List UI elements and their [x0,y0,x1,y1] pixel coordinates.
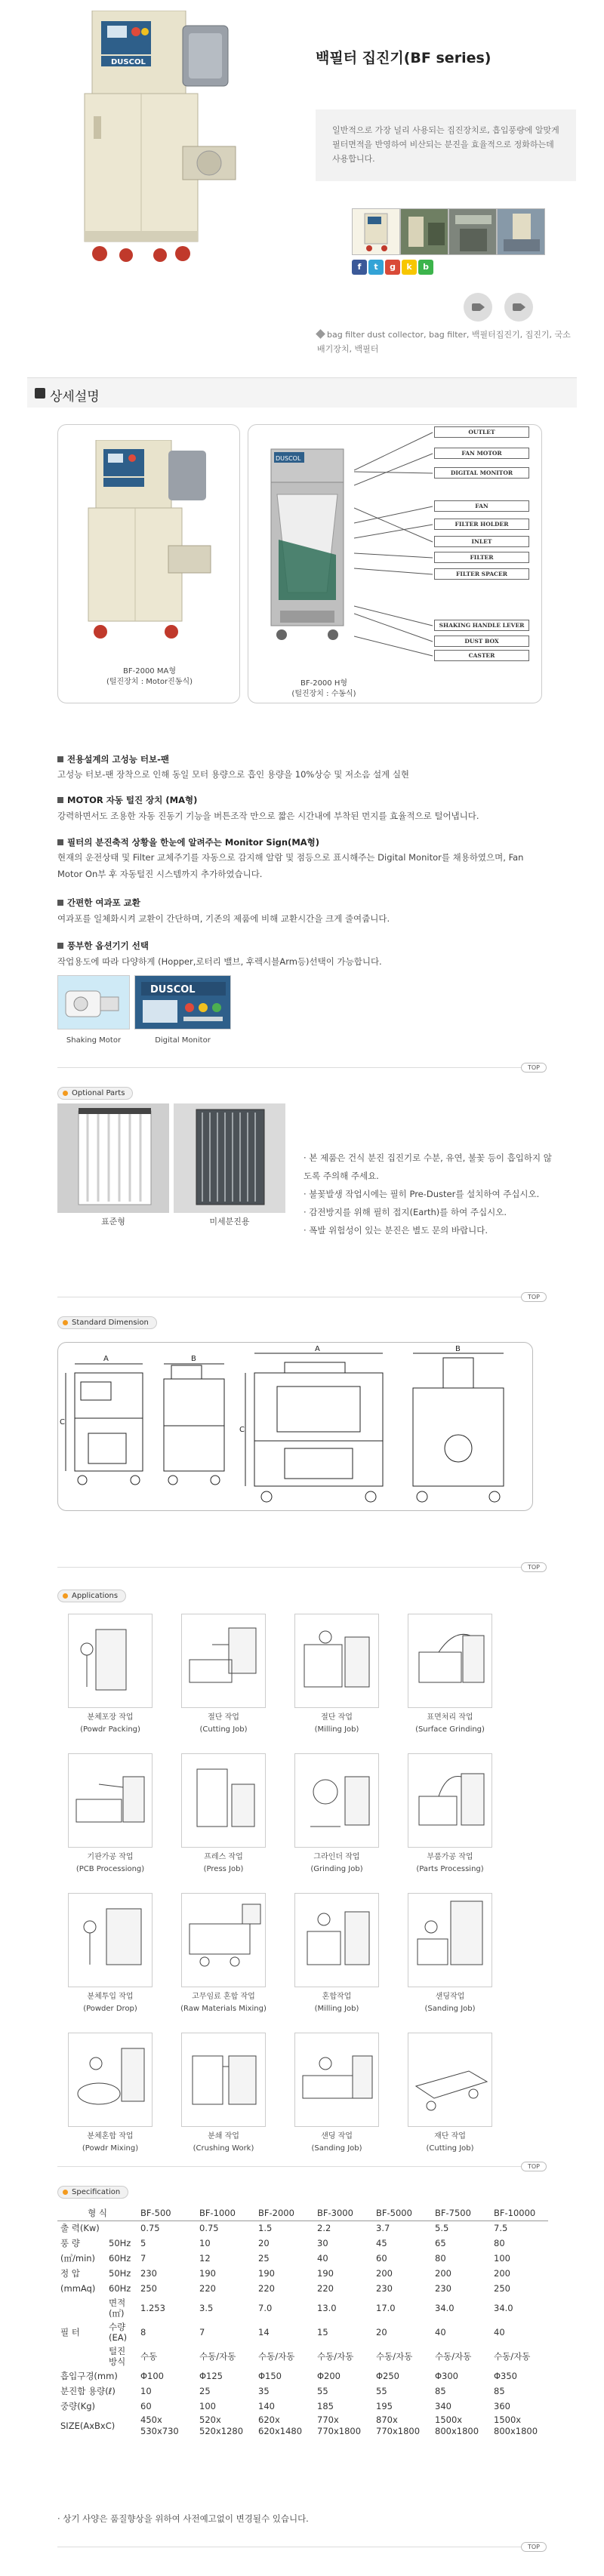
application-item [405,1614,495,1742]
application-illustration [181,1893,266,1987]
application-caption-ko: 표면처리 작업 [427,1713,473,1722]
application-caption-en: (Cutting Job) [426,2144,474,2153]
feature-heading-text: 풍부한 옵션기기 선택 [67,940,149,951]
feature-text-5: 작업용도에 따라 다양하게 (Hopper,로터리 밸브, 후렉시블Arm등)선택이 가능합니다. [57,956,382,967]
application-item [405,1893,495,2021]
feature-heading-text: MOTOR 자동 털진 장치 (MA형) [67,795,198,805]
application-item [65,2033,156,2161]
bullet-dot-icon [63,1320,68,1325]
feature-text-1: 고성능 터보-팬 장착으로 인해 동일 모터 용량으로 흡인 용량을 10%상승 및 저소음 설계 실현 [57,769,410,780]
spec-cell: 360 [494,2400,510,2411]
application-illustration [294,1893,379,1987]
application-item [178,1893,269,2021]
spec-cell: 60 [376,2252,387,2264]
svg-text:B: B [455,1345,461,1353]
badge-label: Optional Parts [72,1089,125,1097]
detail-section-header [27,377,577,408]
application-illustration [408,1753,492,1848]
applications-grid [57,1614,541,2172]
spec-header-cell: BF-3000 [314,2205,373,2221]
spec-cell: 25 [199,2385,211,2396]
feature-heading-text: 간편한 여과포 교환 [67,897,140,908]
spec-cell: 55 [376,2385,387,2396]
feature-text-3: 현재의 운전상태 및 Filter 교체주기를 자동으로 감지해 알람 및 점등으로 표시해주는 Digital Monitor를 채용하였으며, Fan Motor On부 후 자동털진 시스템까지 추가하였습니다. [57,852,524,879]
feature-text-2: 강력하면서도 조용한 자동 진동기 기능을 버튼조작 만으로 짧은 시간내에 부착된 먼지를 효율적으로 털어냅니다. [57,811,479,821]
spec-row [57,2414,548,2438]
figure-h-caption-1: BF-2000 H형 [300,679,348,688]
spec-cell: 220 [258,2282,275,2294]
spec-header-cell: BF-10000 [491,2205,548,2221]
badge-label: Applications [72,1592,119,1600]
twitter-share-icon[interactable]: t [368,260,384,275]
application-caption-en: (Parts Processing) [416,1865,484,1873]
application-caption-en: (Crushing Work) [193,2144,254,2153]
figure-ma-caption-2: (털진장치 : Motor진동식) [106,678,193,686]
svg-text:DUSCOL: DUSCOL [111,58,146,66]
svg-text:DUSCOL: DUSCOL [276,455,301,462]
spec-cell: 200 [435,2267,451,2279]
application-caption-ko: 분체투입 작업 [87,1993,134,2001]
thumbnail-2[interactable] [400,208,448,255]
spec-cell: 7.0 [258,2302,273,2313]
top-button[interactable]: TOP [521,2162,547,2171]
application-illustration [408,2033,492,2127]
spec-cell: 60Hz [109,2253,131,2264]
tag-icon [316,329,325,339]
spec-cell: 80 [435,2252,446,2264]
spec-row [57,2296,548,2320]
spec-cell: 수량 (EA) [109,2322,128,2343]
badge-label: Standard Dimension [72,1319,149,1327]
application-caption-ko: 혼합작업 [322,1993,352,2001]
spec-cell: 230 [140,2267,157,2279]
optional-note-1: · 본 제품은 건식 분진 집진기로 수분, 유연, 불꽃 등이 흡입하지 않도록 주의해 주세요. [304,1153,552,1181]
spec-cell: Φ250 [376,2370,400,2381]
spec-cell: 20 [258,2237,270,2248]
spec-cell: 수동/자동 [435,2350,472,2362]
application-illustration [68,1753,153,1848]
application-caption-en: (PCB Processiong) [76,1865,145,1873]
specification-table [57,2205,548,2438]
application-item [291,1893,382,2021]
video-camera-lens-icon [522,304,525,310]
spec-cell: 50Hz [109,2238,131,2248]
spec-cell: 수동/자동 [494,2350,531,2362]
spec-cell: 13.0 [317,2302,337,2313]
feature-heading-text: 전용설계의 고성능 터보-팬 [67,754,169,765]
spec-cell: 250 [140,2282,157,2294]
feature-heading-3 [57,836,319,848]
spec-cell: 25 [258,2252,270,2264]
spec-cell: Φ300 [435,2370,459,2381]
spec-cell: Φ150 [258,2370,282,2381]
application-item [291,1753,382,1882]
thumbnail-1[interactable] [352,208,400,255]
tag-list[interactable]: bag filter dust collector, bag filter, 백필터집진기, 집진기, 국소배기장치, 백필터 [317,330,571,354]
spec-cell: 10 [140,2385,152,2396]
application-caption-ko: 프레스 작업 [204,1853,243,1861]
spec-cell: 620x 620x1480 [258,2414,303,2436]
figure-h-type [248,424,542,703]
spec-cell: 정 압 [60,2268,80,2279]
bullet-icon [57,900,63,906]
spec-cell: Φ125 [199,2370,223,2381]
product-title: 백필터 집진기(BF series) [316,50,492,66]
fine-dust-filter-caption: 미세분진용 [209,1217,250,1226]
application-caption-ko: 샌딩 작업 [321,2132,353,2141]
application-illustration [294,2033,379,2127]
kakao-share-icon[interactable]: k [402,260,417,275]
spec-row [57,2368,548,2384]
application-item [65,1614,156,1742]
application-caption-ko: 재단 작업 [434,2132,466,2141]
spec-cell: 520x 520x1280 [199,2414,244,2436]
spec-cell: 220 [199,2282,216,2294]
spec-cell: 34.0 [494,2302,513,2313]
part-label-filter-spacer: FILTER SPACER [434,568,529,580]
spec-cell: (㎥/min) [60,2253,96,2264]
application-caption-en: (Powdr Packing) [80,1725,140,1734]
spec-cell: Φ350 [494,2370,518,2381]
thumbnail-4[interactable] [497,208,545,255]
spec-cell: 면적 (㎡) [109,2297,126,2319]
application-illustration [68,2033,153,2127]
feature-heading-5 [57,940,149,952]
feature-heading-text: 필터의 분진축적 상황을 한눈에 알려주는 Monitor Sign(MA형) [67,837,320,848]
bullet-icon [57,756,63,762]
spec-cell: 34.0 [435,2302,455,2313]
bullet-dot-icon [63,1091,68,1096]
spec-cell: 1500x 800x1800 [494,2414,538,2436]
spec-cell: 190 [258,2267,275,2279]
shaking-motor-caption: Shaking Motor [66,1036,122,1045]
spec-cell: 0.75 [140,2222,160,2233]
feature-text-4: 여과포를 일체화시켜 교환이 간단하며, 기존의 제품에 비해 교환시간을 크게 줄여줍니다. [57,913,390,924]
application-caption-en: (Sanding Job) [311,2144,362,2153]
spec-cell: 40 [494,2326,505,2337]
spec-cell: 100 [494,2252,510,2264]
spec-cell: 1.253 [140,2302,165,2313]
spec-row [57,2251,548,2266]
spec-cell: 흡입구경(mm) [60,2371,118,2381]
spec-cell: 0.75 [199,2222,219,2233]
badge-label: Specification [72,2188,121,2196]
standard-filter-caption: 표준형 [101,1217,125,1226]
application-caption-ko: 절단 작업 [321,1713,353,1722]
spec-header-cell: BF-5000 [373,2205,432,2221]
application-caption-en: (Press Job) [203,1865,244,1873]
spec-cell: 40 [317,2252,328,2264]
spec-cell: Φ100 [140,2370,165,2381]
application-caption-en: (Cutting Job) [199,1725,248,1734]
spec-cell: 770x 770x1800 [317,2414,362,2436]
application-caption-ko: 샌딩작업 [435,1993,465,2001]
specification-badge [57,2186,128,2199]
bullet-dot-icon [63,2190,68,2195]
application-caption-ko: 분체혼합 작업 [87,2132,134,2141]
spec-header-cell: BF-1000 [196,2205,255,2221]
digital-monitor-caption: Digital Monitor [155,1036,211,1045]
feature-heading-4 [57,897,140,909]
spec-cell: 2.2 [317,2222,331,2233]
spec-cell: 17.0 [376,2302,396,2313]
part-label-caster: CASTER [434,650,529,661]
spec-cell: 230 [435,2282,451,2294]
spec-cell: 60 [140,2400,152,2411]
spec-cell: 수동/자동 [199,2350,236,2362]
spec-header-cell: BF-2000 [255,2205,314,2221]
spec-row [57,2266,548,2281]
divider [57,1067,545,1068]
spec-cell [57,2344,106,2368]
spec-cell: 190 [317,2267,334,2279]
part-label-fan: FAN [434,500,529,512]
spec-header-cell: BF-7500 [432,2205,491,2221]
spec-cell: 60Hz [109,2283,131,2294]
spec-row [57,2344,548,2368]
svg-text:A: A [315,1345,320,1353]
application-caption-ko: 기판가공 작업 [87,1853,134,1861]
spec-cell: 200 [494,2267,510,2279]
spec-cell: 8 [140,2326,146,2337]
application-caption-ko: 절단 작업 [208,1713,239,1722]
application-caption-en: (Grinding Job) [310,1865,363,1873]
spec-cell: 7 [199,2326,205,2337]
application-caption-en: (Milling Job) [314,1725,359,1734]
spec-cell: 3.5 [199,2302,214,2313]
application-item [405,1753,495,1882]
spec-cell: 분진함 용량(ℓ) [60,2386,116,2396]
camera-button-1[interactable] [464,293,492,322]
spec-cell: 30 [317,2237,328,2248]
spec-header-cell: BF-500 [137,2205,196,2221]
application-item [405,2033,495,2161]
fine-dust-filter-image [174,1103,285,1213]
spec-cell: 55 [317,2385,328,2396]
spec-cell: 7 [140,2252,146,2264]
application-illustration [68,1893,153,1987]
spec-cell: 15 [317,2326,328,2337]
application-illustration [408,1614,492,1708]
bullet-dot-icon [63,1593,68,1599]
digital-monitor-image [134,975,231,1029]
part-label-filter-holder: FILTER HOLDER [434,519,529,530]
spec-row [57,2320,548,2344]
spec-cell: 185 [317,2400,334,2411]
application-item [65,1893,156,2021]
spec-cell: Φ200 [317,2370,341,2381]
spec-cell: 20 [376,2326,387,2337]
part-label-dust-box: DUST BOX [434,636,529,647]
feature-heading-1 [57,753,169,765]
standard-filter-image [57,1103,169,1213]
spec-cell: 220 [317,2282,334,2294]
divider [57,2166,545,2167]
svg-text:C: C [60,1418,65,1426]
application-caption-en: (Powdr Mixing) [82,2144,139,2153]
application-caption-ko: 고무임료 혼합 작업 [192,1993,255,2001]
spec-cell: 100 [199,2400,216,2411]
spec-cell: 중량(Kg) [60,2401,96,2411]
band-share-icon[interactable]: b [418,260,433,275]
application-item [178,2033,269,2161]
application-illustration [294,1753,379,1848]
optional-note-2: · 불꽃발생 작업시에는 필히 Pre-Duster를 설치하여 주십시오. [304,1189,540,1199]
bullet-icon [57,839,63,845]
application-item [65,1753,156,1882]
figure-ma-type [57,424,240,703]
video-camera-icon [472,303,481,311]
spec-cell: 수동 [140,2350,158,2362]
spec-cell: 80 [494,2237,505,2248]
svg-text:C: C [239,1426,245,1434]
facebook-share-icon[interactable]: f [352,260,367,275]
spec-cell: 필 터 [60,2327,80,2337]
spec-cell: 45 [376,2237,387,2248]
product-summary: 일반적으로 가장 널리 사용되는 집진장치로, 흡입풍량에 알맞게 필터면적을 반영하여 비산되는 분진을 효율적으로 정화하는데 사용합니다. [316,109,576,181]
spec-row [57,2384,548,2399]
spec-cell [57,2296,106,2320]
spec-header-row [57,2205,548,2221]
spec-cell: SIZE(AxBxC) [60,2421,116,2431]
optional-note-4: · 폭발 위험성이 있는 분진은 별도 문의 바랍니다. [304,1225,488,1236]
top-button[interactable]: TOP [521,2542,547,2552]
spec-cell: 40 [435,2326,446,2337]
application-item [291,1614,382,1742]
spec-header-cell: 형 식 [57,2205,137,2221]
part-label-fan-motor: FAN MOTOR [434,448,529,459]
detail-section-title: 상세설명 [50,389,100,405]
application-illustration [68,1614,153,1708]
spec-cell: 1500x 800x1800 [435,2414,479,2436]
spec-cell: 340 [435,2400,451,2411]
spec-cell: 190 [199,2267,216,2279]
part-label-outlet: OUTLET [434,426,529,438]
google-share-icon[interactable]: g [385,260,400,275]
part-label-shaking-handle-lever: SHAKING HANDLE LEVER [434,620,529,631]
application-caption-en: (Milling Job) [314,2005,359,2013]
product-tags [317,328,578,356]
product-main-image[interactable] [69,11,251,275]
top-button[interactable]: TOP [521,1063,547,1073]
application-caption-ko: 분체포장 작업 [87,1713,134,1722]
spec-row [57,2281,548,2296]
spec-cell: 140 [258,2400,275,2411]
spec-cell: 870x 770x1800 [376,2414,421,2436]
standard-dimension-badge [57,1316,157,1329]
spec-cell: 풍 량 [60,2238,80,2248]
figure-ma-caption-1: BF-2000 MA형 [123,667,176,676]
video-camera-lens-icon [481,304,485,310]
application-caption-en: (Raw Materials Mixing) [180,2005,267,2013]
spec-footnote: · 상기 사양은 품질향상을 위하여 사전예고없이 변경될수 있습니다. [57,2513,309,2524]
applications-badge [57,1590,126,1602]
optional-notes [304,1149,553,1239]
application-item [178,1753,269,1882]
spec-cell: 85 [494,2385,505,2396]
application-illustration [408,1893,492,1987]
thumbnail-3[interactable] [448,208,497,255]
spec-cell: 12 [199,2252,211,2264]
application-caption-ko: 부품가공 작업 [427,1853,473,1861]
top-button[interactable]: TOP [521,1562,547,1572]
part-label-digital-monitor: DIGITAL MONITOR [434,467,529,479]
spec-cell: 털진 방식 [109,2346,126,2367]
part-label-filter: FILTER [434,552,529,563]
spec-cell: 450x 530x730 [140,2414,179,2436]
spec-row [57,2221,548,2236]
spec-row [57,2236,548,2251]
bullet-icon [57,797,63,803]
application-caption-ko: 그라인더 작업 [313,1853,360,1861]
application-item [178,1614,269,1742]
application-illustration [181,1614,266,1708]
spec-cell: 50Hz [109,2268,131,2279]
spec-cell: 195 [376,2400,393,2411]
spec-cell: 수동/자동 [317,2350,354,2362]
spec-cell: 200 [376,2267,393,2279]
spec-cell: 35 [258,2385,270,2396]
spec-cell: 수동/자동 [376,2350,413,2362]
spec-cell: 7.5 [494,2222,508,2233]
application-item [291,2033,382,2161]
figure-h-caption-2: (털진장치 : 수동식) [291,690,356,698]
spec-cell: (mmAq) [60,2283,96,2294]
spec-cell: 65 [435,2237,446,2248]
optional-parts-badge [57,1087,133,1100]
pencil-icon [35,388,45,399]
svg-text:A: A [103,1355,109,1363]
application-illustration [181,2033,266,2127]
spec-cell: 230 [376,2282,393,2294]
divider [57,1567,545,1568]
camera-button-2[interactable] [504,293,533,322]
optional-note-3: · 감전방지를 위해 필히 접지(Earth)를 하여 주십시오. [304,1207,507,1217]
spec-cell: 250 [494,2282,510,2294]
application-illustration [294,1614,379,1708]
part-label-inlet: INLET [434,536,529,547]
spec-cell: 수동/자동 [258,2350,295,2362]
spec-cell: 5 [140,2237,146,2248]
application-illustration [181,1753,266,1848]
dimension-drawing-box [57,1342,533,1511]
bullet-icon [57,943,63,949]
spec-cell: 85 [435,2385,446,2396]
spec-row [57,2399,548,2414]
application-caption-en: (Surface Grinding) [415,1725,485,1734]
svg-text:DUSCOL: DUSCOL [150,984,196,996]
feature-heading-2 [57,794,197,806]
spec-cell: 14 [258,2326,270,2337]
top-button[interactable]: TOP [521,1292,547,1302]
shaking-motor-image [57,975,130,1029]
spec-cell: 3.7 [376,2222,390,2233]
svg-text:B: B [191,1355,196,1363]
video-camera-icon [513,303,522,311]
spec-cell: 5.5 [435,2222,449,2233]
application-caption-en: (Sanding Job) [424,2005,476,2013]
spec-cell: 10 [199,2237,211,2248]
spec-cell: 1.5 [258,2222,273,2233]
application-caption-ko: 분쇄 작업 [208,2132,239,2141]
spec-cell: 출 력(Kw) [60,2223,100,2234]
application-caption-en: (Powder Drop) [83,2005,137,2013]
